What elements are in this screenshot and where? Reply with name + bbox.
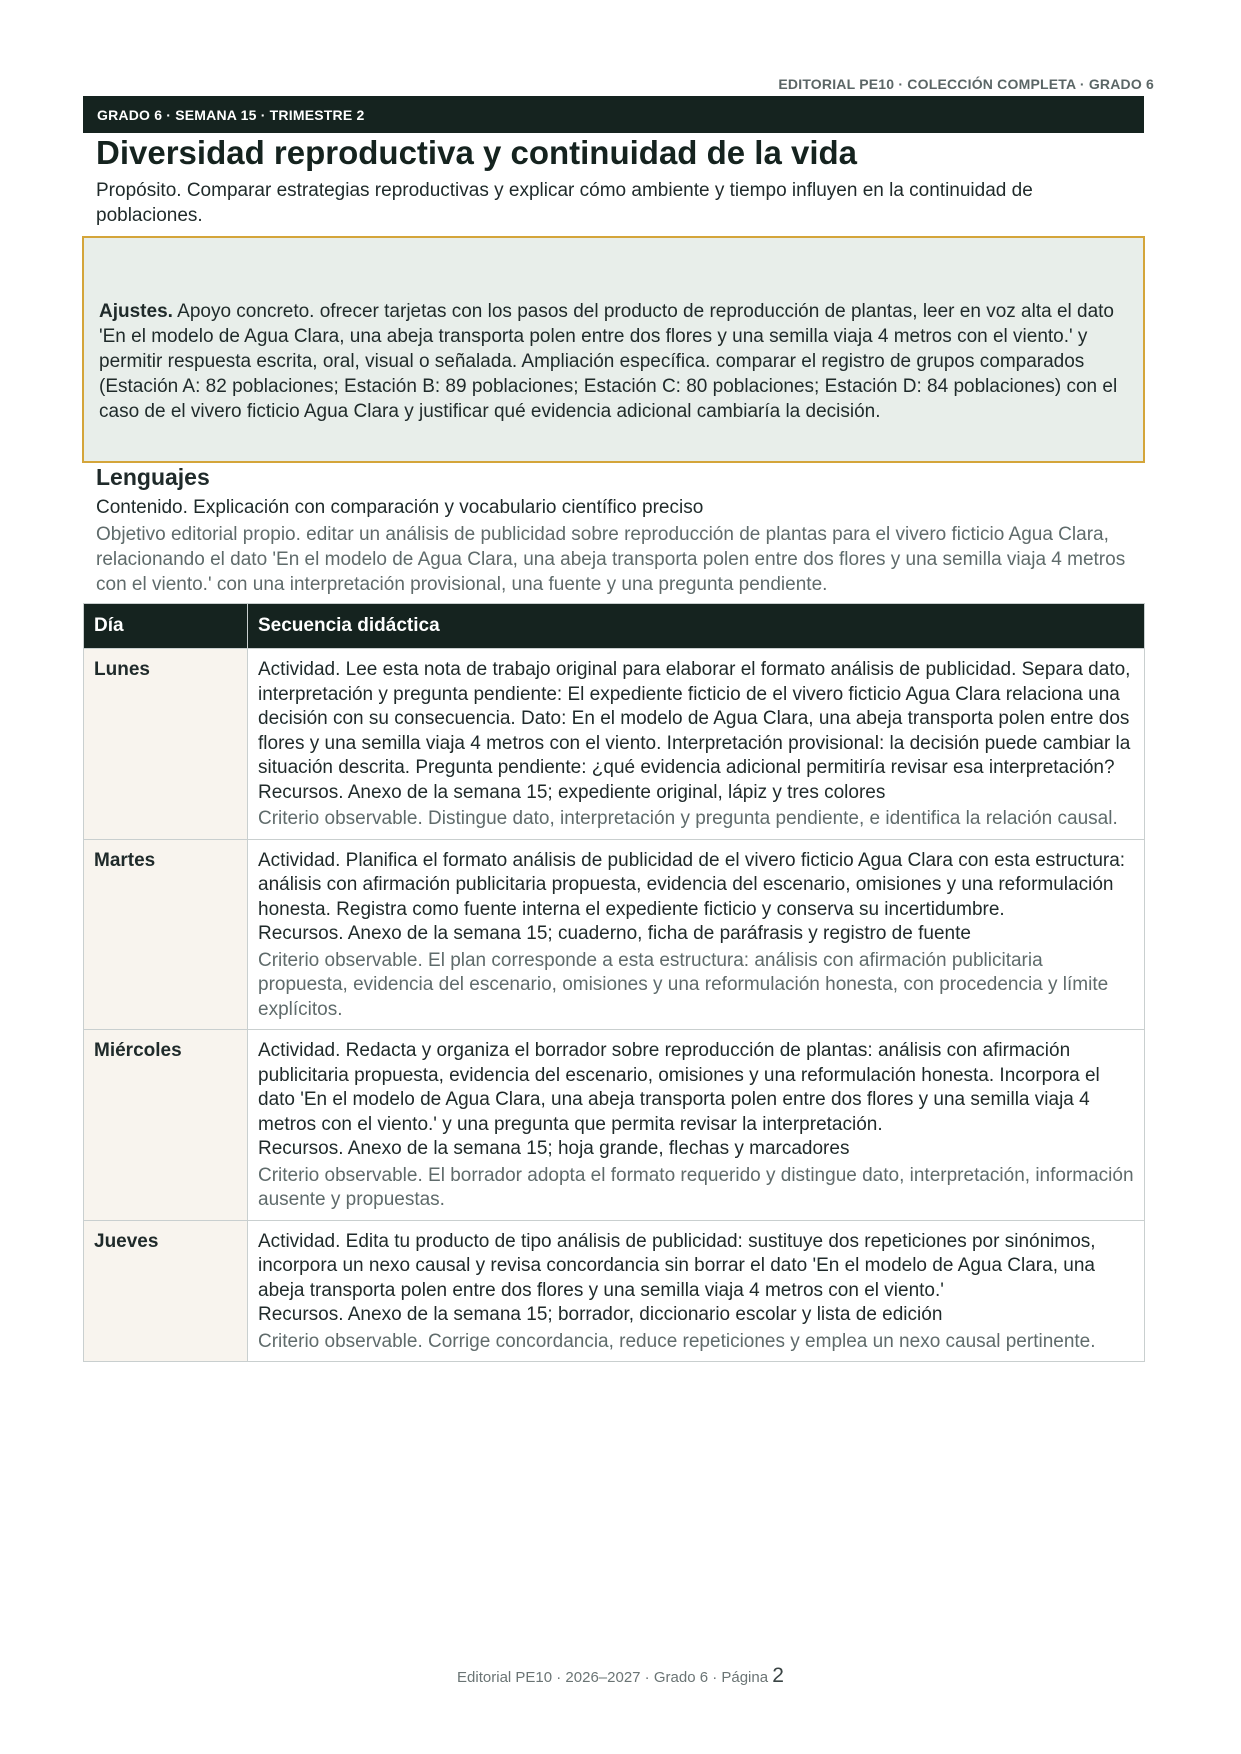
row-resources: Recursos. Anexo de la semana 15; cuaderno, ficha de paráfrasis y registro de fuente <box>258 923 971 944</box>
section-title: Lenguajes <box>96 464 210 490</box>
purpose-text: Propósito. Comparar estrategias reproductivas y explicar cómo ambiente y tiempo influyen en la continuidad de poblaciones. <box>96 180 1033 226</box>
row-content <box>248 839 1145 1030</box>
row-content <box>248 1030 1145 1221</box>
row-activity: Actividad. Edita tu producto de tipo análisis de publicidad: sustituye dos repeticiones por sinónimos, incorpora un nexo causal y revisa concordancia sin borrar el dato 'En el modelo de Agua Clara, una abeja transporta polen entre dos flores y una semilla viaja 4 metros con el viento.' <box>258 1230 1096 1301</box>
table-row <box>84 839 1145 1030</box>
row-activity: Actividad. Lee esta nota de trabajo original para elaborar el formato análisis de publicidad. Separa dato, interpretación y pregunta pendiente: El expediente ficticio de el vivero ficticio Agua Clara relaciona una decisión con su consecuencia. Dato: En el modelo de Agua Clara, una abeja transporta polen entre dos flores y una semilla viaja 4 metros con el viento. Interpretación provisional: la decisión puede cambiar la situación descrita. Pregunta pendiente: ¿qué evidencia adicional permitiría revisar esa interpretación? <box>258 659 1131 778</box>
row-activity: Actividad. Planifica el formato análisis de publicidad de el vivero ficticio Agua Clara con esta estructura: análisis con afirmación publicitaria propuesta, evidencia del escenario, omisiones y una reformulación honesta. Registra como fuente interna el expediente ficticio y conserva su incertidumbre. <box>258 849 1126 920</box>
table-row <box>84 649 1145 840</box>
row-day: Jueves <box>84 1220 248 1362</box>
section-content: Contenido. Explicación con comparación y vocabulario científico preciso <box>96 497 704 518</box>
adjustments-box <box>82 236 1145 463</box>
editorial-header-line: EDITORIAL PE10 · COLECCIÓN COMPLETA · GRADO 6 <box>778 76 1154 92</box>
page-footer <box>0 1664 1241 1688</box>
table-row <box>84 1220 1145 1362</box>
row-resources: Recursos. Anexo de la semana 15; borrador, diccionario escolar y lista de edición <box>258 1304 943 1325</box>
section-objective: Objetivo editorial propio. editar un análisis de publicidad sobre reproducción de plantas para el vivero ficticio Agua Clara, relacionando el dato 'En el modelo de Agua Clara, una abeja transporta polen entre dos flores y una semilla viaja 4 metros con el viento.' con una interpretación provisional, una fuente y una pregunta pendiente. <box>96 524 1126 595</box>
row-content <box>248 1220 1145 1362</box>
row-resources: Recursos. Anexo de la semana 15; hoja grande, flechas y marcadores <box>258 1138 850 1159</box>
grade-week-band: GRADO 6 · SEMANA 15 · TRIMESTRE 2 <box>83 96 1144 133</box>
table-row <box>84 1030 1145 1221</box>
row-day: Miércoles <box>84 1030 248 1221</box>
header-sequence: Secuencia didáctica <box>248 604 1145 649</box>
adjustments-label: Ajustes. <box>99 301 173 322</box>
row-criterion: Criterio observable. Distingue dato, interpretación y pregunta pendiente, e identifica la relación causal. <box>258 808 1118 829</box>
row-criterion: Criterio observable. El plan corresponde a esta estructura: análisis con afirmación publicitaria propuesta, evidencia del escenario, omisiones y una reformulación honesta, con procedencia y límite explícitos. <box>258 949 1109 1020</box>
row-resources: Recursos. Anexo de la semana 15; expediente original, lápiz y tres colores <box>258 781 886 803</box>
row-day: Martes <box>84 839 248 1030</box>
header-day: Día <box>84 604 248 649</box>
page-number: 2 <box>772 1664 784 1687</box>
row-activity: Actividad. Redacta y organiza el borrador sobre reproducción de plantas: análisis con afirmación publicitaria propuesta, evidencia del escenario, omisiones y una reformulación honesta. Incorpora el dato 'En el modelo de Agua Clara, una abeja transporta polen entre dos flores y una semilla viaja 4 metros con el viento.' y una pregunta que permita revisar la interpretación. <box>258 1040 1100 1135</box>
didactic-sequence-table <box>83 603 1145 1362</box>
row-day: Lunes <box>84 649 248 840</box>
adjustments-text: Apoyo concreto. ofrecer tarjetas con los pasos del producto de reproducción de plantas, leer en voz alta el dato 'En el modelo de Agua Clara, una abeja transporta polen entre dos flores y una semilla viaja 4 metros con el viento.' y permitir respuesta escrita, oral, visual o señalada. Ampliación específica. comparar el registro de grupos comparados (Estación A: 82 poblaciones; Estación B: 89 poblaciones; Estación C: 80 poblaciones; Estación D: 84 poblaciones) con el caso de el vivero ficticio Agua Clara y justificar qué evidencia adicional cambiaría la decisión. <box>99 301 1118 422</box>
row-content <box>248 649 1145 840</box>
row-criterion: Criterio observable. Corrige concordancia, reduce repeticiones y emplea un nexo causal pertinente. <box>258 1330 1096 1352</box>
table-header-row <box>84 604 1145 649</box>
page-title: Diversidad reproductiva y continuidad de la vida <box>96 134 858 171</box>
footer-text: Editorial PE10 · 2026–2027 · Grado 6 · Página <box>457 1669 773 1686</box>
row-criterion: Criterio observable. El borrador adopta el formato requerido y distingue dato, interpretación, información ausente y propuestas. <box>258 1164 1134 1210</box>
